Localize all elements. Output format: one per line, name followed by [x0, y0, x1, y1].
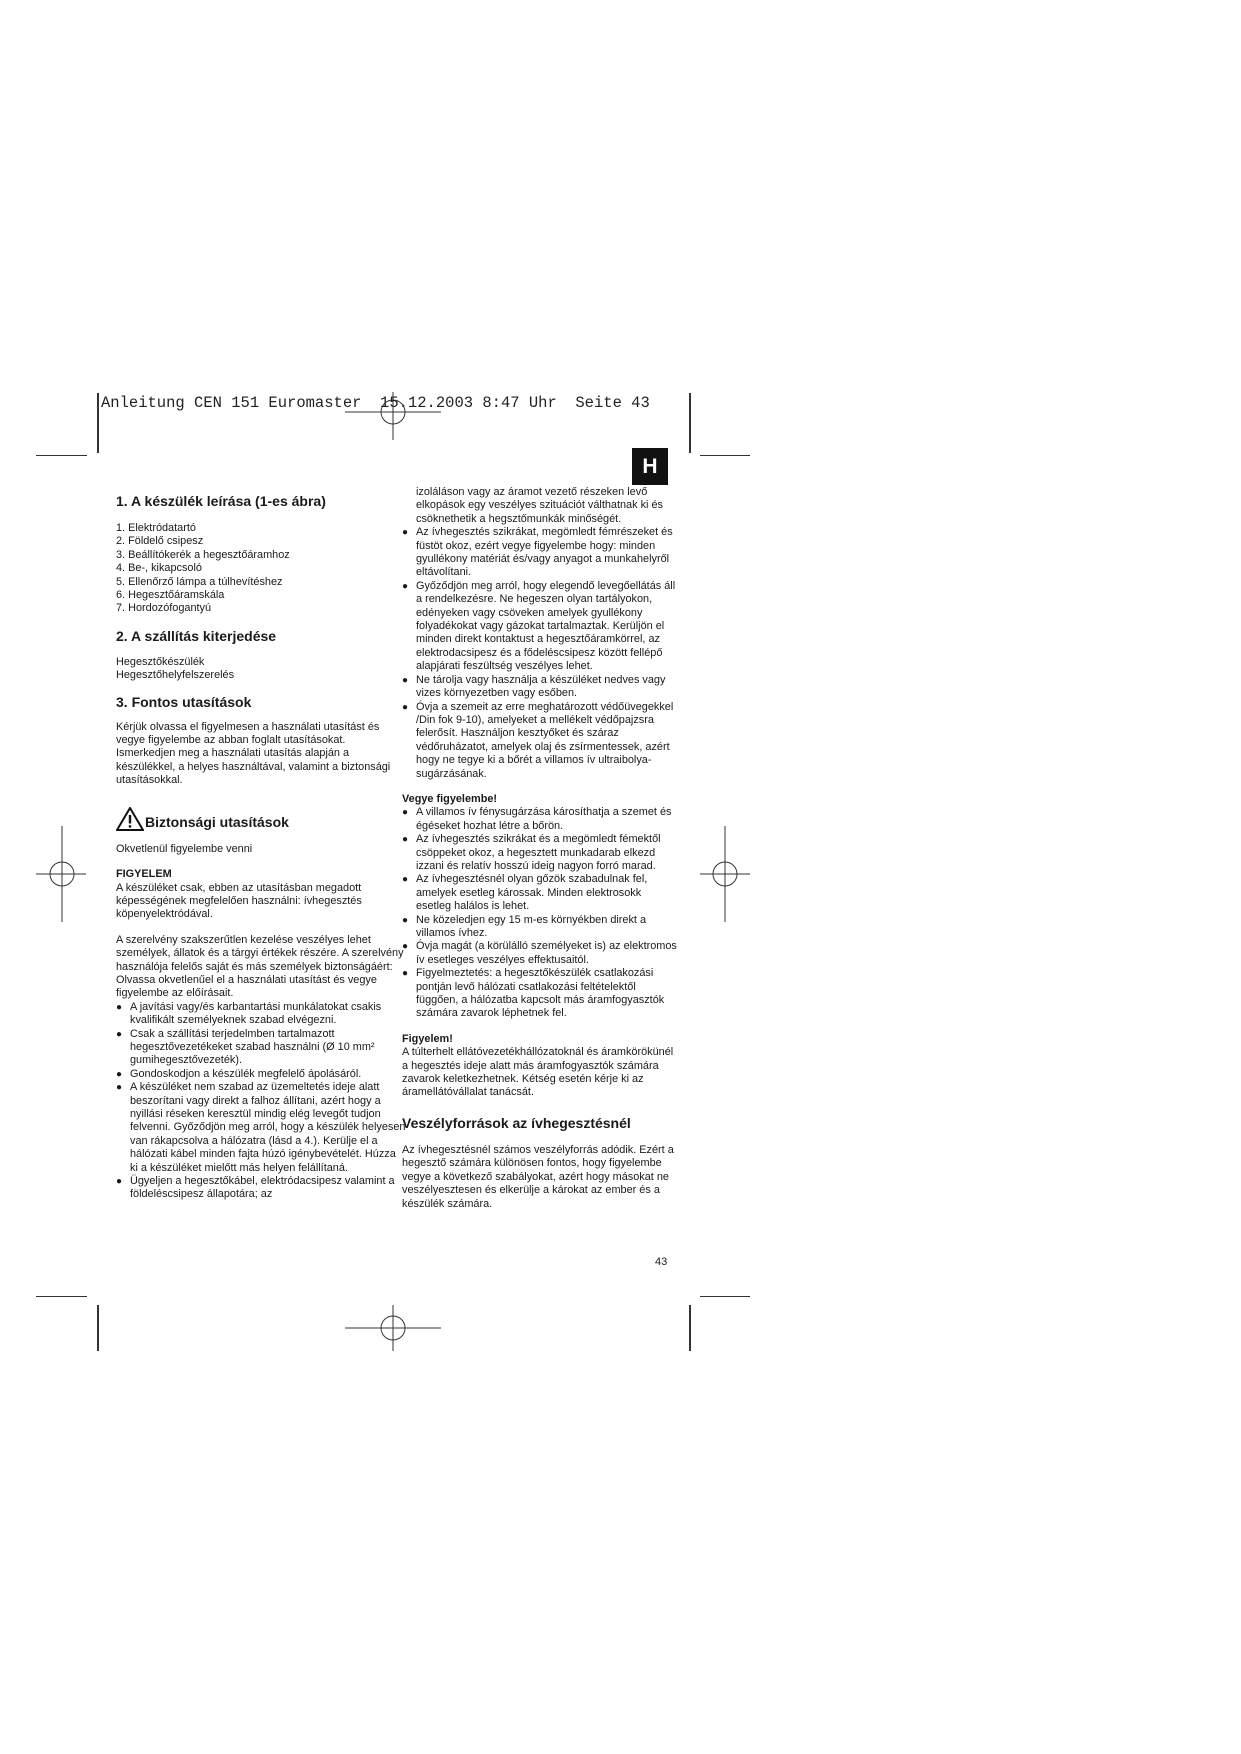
- right-column: [402, 486, 677, 1211]
- safety-bullet-list: [116, 1001, 406, 1202]
- section-2-title: 2. A szállítás kiterjedése: [116, 627, 277, 644]
- list-item: 2. Földelő csipesz: [116, 535, 204, 548]
- language-badge: H: [632, 448, 668, 485]
- registration-mark-right: [700, 826, 750, 922]
- list-item: 5. Ellenőrző lámpa a túlhevítéshez: [116, 575, 283, 588]
- crop-mark: [36, 455, 87, 456]
- list-item: ● Az ívhegesztésnél olyan gőzök szabadulnak fel, amelyek esetleg károssak. Minden elektrosokk esetleg halálos is lehet.: [402, 873, 677, 913]
- crop-mark: [36, 1296, 87, 1297]
- print-header: Anleitung CEN 151 Euromaster 15.12.2003 8:47 Uhr Seite 43: [101, 394, 650, 412]
- crop-mark: [700, 455, 750, 456]
- list-item: ● A villamos ív fénysugárzása károsíthatja a szemet és égéseket hozhat létre a bőrön.: [402, 806, 677, 833]
- section-3-title: 3. Fontos utasítások: [116, 693, 252, 710]
- crop-mark: [689, 1305, 691, 1351]
- list-item: ● Gondoskodjon a készülék megfelelő ápolásáról.: [116, 1068, 406, 1081]
- list-item: ● Az ívhegesztés szikrákat és a megömledt fémektől csöppeket okoz, a hegesztett munkadarab elkezd izzani és relatív hosszú ideig nagyon forró marad.: [402, 833, 677, 873]
- safety-title: Biztonsági utasítások: [145, 813, 289, 830]
- list-item: ● Ne közeledjen egy 15 m-es környékben direkt a villamos ívhez.: [402, 914, 677, 941]
- hazards-paragraph: Az ívhegesztésnél számos veszélyforrás adódik. Ezért a hegesztő számára különösen fontos, hogy figyelembe vegye a következő szabályokat, azért hogy másokat ne veszélyesztesen és elkerülje a károkat az ember és a készülék számára.: [402, 1143, 674, 1210]
- crop-mark: [97, 1305, 99, 1351]
- safety-subtitle: Okvetlenül figyelembe venni: [116, 842, 253, 855]
- paragraph: Olvassa okvetlenűel el a használati utasítást és vegye figyelembe az előírásait.: [116, 973, 377, 1000]
- delivery-list: [116, 656, 406, 683]
- crop-mark: [700, 1296, 750, 1297]
- section-1-title: 1. A készülék leírása (1-es ábra): [116, 493, 326, 509]
- left-column: [116, 492, 406, 1202]
- registration-mark-bottom: [345, 1305, 441, 1351]
- list-item: ● Győződjön meg arról, hogy elegendő levegőellátás áll a rendelkezésre. Ne hegeszen olyan tartályokon, edényeken vagy csöveken amelyek gyullékony folyadékokat vagy gázokat tartalmaztak. Kerüljön el minden direkt kontaktust a hegesztőáramkörrel, az elektrodacsipesz és a fődeléscsipesz között fellépő alapjárati feszültség veszélyes lehet.: [402, 580, 677, 674]
- list-item: ● Ne tárolja vagy használja a készüléket nedves vagy vizes környezetben vagy esőben.: [402, 674, 677, 701]
- list-item: 1. Elektródatartó: [116, 522, 196, 534]
- list-item: ● Óvja a szemeit az erre meghatározott védőüvegekkel /Din fok 9-10), amelyeket a mellékelt védőpajzsra felerősít. Használjon kesztyőket és száraz védőruházatot, amelyek olaj és zsírmentessek, azért hogy ne tegye ki a bőrét a villamos ív ultraibolya-sugárzásának.: [402, 701, 677, 781]
- figyelem-heading-2: Figyelem!: [402, 1032, 453, 1045]
- list-item: 6. Hegesztőáramskála: [116, 589, 225, 602]
- list-item: ● Óvja magát (a körülálló személyeket is) az elektromos ív esetleges veszélyes effektusaitól.: [402, 940, 677, 967]
- crop-mark: [689, 393, 691, 453]
- list-item: ● Az ívhegesztés szikrákat, megömledt fémrészeket és füstöt okoz, ezért vegye figyelembe hogy: minden gyullékony matériát és/vagy anyagot a munkahelyről eltávolítani.: [402, 526, 677, 580]
- list-item: 7. Hordozófogantyú: [116, 602, 212, 615]
- figyelem-text-2: A túlterhelt ellátóvezetékhállózatoknál és áramkörökünél a hegesztés ideje alatt más áramfogyasztók számára zavarok keletkezhetnek. Kétség esetén kérje ki az áramellátóvállalat tanácsát.: [402, 1046, 674, 1099]
- parts-list: [116, 522, 406, 616]
- paragraph: A szerelvény szakszerűtlen kezelése veszélyes lehet személyek, állatok és a tárgyi értékek részére. A szerelvény használója felelős saját és más személyek biztonságáért:: [116, 933, 404, 973]
- list-item: 4. Be-, kikapcsoló: [116, 562, 202, 575]
- page-number: 43: [655, 1256, 668, 1268]
- list-item: ● A készüléket nem szabad az üzemeltetés ideje alatt beszorítani vagy direkt a falhoz állítani, azért hogy a nyillási réseken keresztül mindig elég levegőt tudjon felvenni. Győződjön meg arról, hogy a készülék helyesen van rákapcsolva a hálózatra (lásd a 4.). Kerülje el a hálózati kábel minden fajta húzó igénybevételét. Húzza ki a készüléket mielőtt más helyen felállítaná.: [116, 1081, 406, 1175]
- bullet-list: [402, 806, 677, 1021]
- warning-icon: [116, 807, 144, 831]
- list-item: 3. Beállítókerék a hegesztőáramhoz: [116, 548, 290, 561]
- instructions-paragraph: Kérjük olvassa el figyelmesen a használati utasítást és vegye figyelembe az abban foglalt utasításokat. Ismerkedjen meg a használati utasítás alapján a készülékkel, a helyes használtával, valamint a biztonsági utasításokkal.: [116, 720, 391, 787]
- figyelem-heading: FIGYELEM: [116, 868, 172, 881]
- continued-text: izoláláson vagy az áramot vezető részeken levő elkopások egy veszélyes szituációt válthatnak ki és csöknethetik a hegsztőmunkák minőségét.: [416, 486, 663, 525]
- section-hazards-title: Veszélyforrások az ívhegesztésnél: [402, 1114, 631, 1131]
- crop-mark: [97, 393, 99, 453]
- list-item: ● Figyelmeztetés: a hegesztőkészülék csatlakozási pontján levő hálózati csatlakozási feltételektől függően, a hálózatba kapcsolt más áramfogyasztók számára zavarok léphetnek fel.: [402, 967, 677, 1021]
- list-item: ● A javítási vagy/és karbantartási munkálatokat csakis kvalifikált személyeknek szabad elvégezni.: [116, 1001, 406, 1028]
- bullet-list: [402, 526, 677, 781]
- list-item: Hegesztőhelyfelszerelés: [116, 669, 235, 682]
- vegye-heading: Vegye figyelembe!: [402, 792, 498, 805]
- figyelem-text: A készüléket csak, ebben az utasításban megadott képességének megfelelően használni: ívhegesztés köpenyelektródával.: [116, 881, 362, 921]
- registration-mark-left: [36, 826, 86, 922]
- list-item: Hegesztőkészülék: [116, 655, 205, 668]
- list-item: ● Ügyeljen a hegesztőkábel, elektródacsipesz valamint a földeléscsipesz állapotára; az: [116, 1175, 406, 1202]
- list-item: ● Csak a szállítási terjedelmben tartalmazott hegesztővezetékeket szabad használni (Ø 10 mm² gumihegesztővezeték).: [116, 1028, 406, 1068]
- safety-heading: [116, 807, 406, 831]
